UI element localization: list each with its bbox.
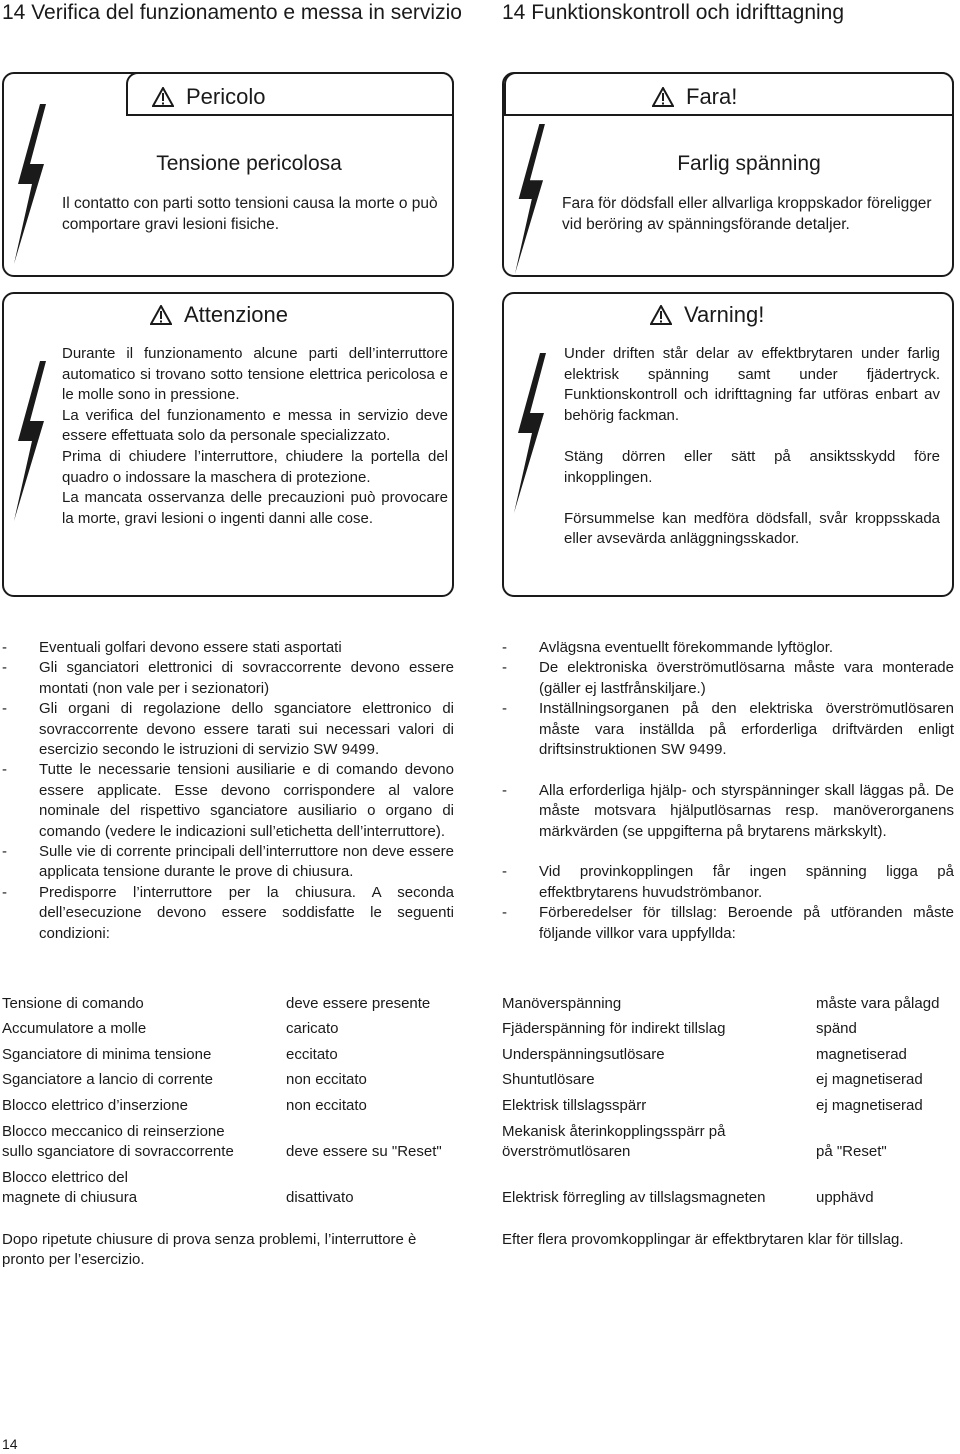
table-row xyxy=(2,1090,456,1116)
danger-title-sv: Farlig spänning xyxy=(677,152,821,175)
list-item: - Förberedelser för tillslag: Beroende på utföranden måste följande villkor vara uppfyllda: xyxy=(502,904,954,942)
condition-state: deve essere su "Reset" xyxy=(286,1142,442,1160)
caution-header-sv xyxy=(650,302,764,328)
list-item: - De elektroniska överströmutlösarna måste vara monterade (gäller ej lastfrånskiljare.) xyxy=(502,659,954,697)
danger-title-it: Tensione pericolosa xyxy=(156,152,342,175)
section-title-it: 14 Verifica del funzionamento e messa in servizio xyxy=(2,1,462,24)
condition-state: spänd xyxy=(816,1020,857,1038)
list-item-text: Inställningsorganen på den elektriska överströmutlösaren måste vara inställda på erforderliga driftvärden enligt driftsinstruktionen SW 9499. xyxy=(539,700,954,759)
danger-label-it: Pericolo xyxy=(186,84,266,109)
table-row xyxy=(502,1014,956,1040)
condition-item: Shuntutlösare xyxy=(502,1071,595,1089)
caution-paragraph: Stäng dörren eller sätt på ansiktsskydd före inkopplingen. xyxy=(564,447,940,486)
warning-triangle-icon xyxy=(152,87,174,107)
caution-paragraph: Under driften står delar av effektbrytaren under farlig elektrisk spänning samt under fjädertryck. Funktionskontroll och idrifttagning far utföras enbart av behörig fackman. xyxy=(564,345,940,424)
table-row xyxy=(2,1162,456,1208)
danger-label-sv: Fara! xyxy=(686,84,738,109)
section-title-sv: 14 Funktionskontroll och idrifttagning xyxy=(502,1,845,24)
condition-state: caricato xyxy=(286,1020,339,1038)
warning-triangle-icon xyxy=(650,305,672,325)
condition-state: non eccitato xyxy=(286,1096,367,1114)
condition-item: Blocco elettrico d’inserzione xyxy=(2,1096,188,1114)
list-item-text: Alla erforderliga hjälp- och styrspänninger skall läggas på. De måste motsvara hjälputlösarnas resp. manöverorganens märkvärden (se uppgifterna på brytarens märkskylt). xyxy=(539,781,954,840)
condition-state: upphävd xyxy=(816,1188,874,1206)
table-row xyxy=(502,1090,956,1116)
list-item-text: De elektroniska överströmutlösarna måste vara monterade (gäller ej lastfrånskiljare.) xyxy=(539,659,954,697)
caution-text-it xyxy=(62,344,448,529)
table-row xyxy=(2,1116,456,1162)
list-item: - Predisporre l’interruttore per la chiusura. A seconda dell’esecuzione devono essere soddisfatte le seguenti condizioni: xyxy=(2,883,454,942)
condition-item: Underspänningsutlösare xyxy=(502,1045,665,1063)
condition-item: Elektrisk tillslagsspärr xyxy=(502,1096,647,1114)
table-row xyxy=(2,988,456,1014)
condition-item: Tensione di comando xyxy=(2,994,144,1012)
condition-item: Accumulatore a molle xyxy=(2,1020,147,1038)
list-item: - Gli organi di regolazione dello sganciatore elettronico di sovraccorrente devono essere tarati sui necessari valori di esercizio secondo le istruzioni di servizio SW 9499. xyxy=(2,700,454,759)
condition-state: måste vara pålagd xyxy=(816,994,940,1012)
list-item-text: Vid provinkopplingen får ingen spänning ligga på effektbrytarens huvudströmbanor. xyxy=(539,863,954,901)
list-item: - Tutte le necessarie tensioni ausiliarie e di comando devono essere applicate. Esse devono corrispondere al valore nominale del rispettivo sganciatore ausiliario o organo di comando (vedere le indicazioni sull’etichetta dell’interruttore). xyxy=(2,761,454,840)
list-item-text: Tutte le necessarie tensioni ausiliarie e di comando devono essere applicate. Esse devono corrispondere al valore nominale del rispettivo sganciatore ausiliario o organo di comando (vedere le indicazioni sull’etichetta dell’interruttore). xyxy=(39,761,454,840)
caution-label-it: Attenzione xyxy=(184,302,288,327)
condition-item: Manöverspänning xyxy=(502,994,622,1012)
checklist-sv xyxy=(502,638,954,944)
danger-text-sv: Fara för dödsfall eller allvarliga kroppskador föreligger vid beröring av spänningsförande detaljer. xyxy=(562,195,932,233)
list-item: - Sulle vie di corrente principali dell’interruttore non deve essere applicata tensione durante le prove di chiusura. xyxy=(2,843,454,881)
table-row xyxy=(2,1014,456,1040)
conditions-table-sv xyxy=(502,988,956,1208)
caution-paragraph: La mancata osservanza delle precauzioni può provocare la morte, gravi lesioni o ingenti danni alle cose. xyxy=(62,489,448,527)
condition-state: deve essere presente xyxy=(286,994,431,1012)
list-item: - Inställningsorganen på den elektriska överströmutlösaren måste vara inställda på erforderliga driftvärden enligt driftsinstruktionen SW 9499. xyxy=(502,700,954,759)
list-item: - Eventuali golfari devono essere stati asportati xyxy=(2,639,342,656)
list-item: - Vid provinkopplingen får ingen spänning ligga på effektbrytarens huvudströmbanor. xyxy=(502,863,954,901)
caution-paragraph: Försummelse kan medföra dödsfall, svår kroppsskada eller avsevärda anläggningsskador. xyxy=(564,509,940,548)
condition-state: ej magnetiserad xyxy=(816,1096,923,1114)
list-item-text: Gli sganciatori elettronici di sovraccorrente devono essere montati (non vale per i sezionatori) xyxy=(39,659,454,697)
condition-item: Mekanisk återinkopplingsspärr på överströmutlösaren xyxy=(502,1122,726,1160)
table-row xyxy=(502,1162,956,1208)
condition-state: disattivato xyxy=(286,1188,354,1206)
warning-triangle-icon xyxy=(652,87,674,107)
lightning-bolt-icon xyxy=(10,104,48,264)
danger-box-it xyxy=(2,72,454,277)
caution-paragraph: Prima di chiudere l’interruttore, chiudere la portella del quadro o indossare la maschera di protezione. xyxy=(62,447,448,486)
caution-label-sv: Varning! xyxy=(684,302,765,327)
warning-triangle-icon xyxy=(150,305,172,325)
list-item-text: Gli organi di regolazione dello sganciatore elettronico di sovraccorrente devono essere tarati sui necessari valori di esercizio secondo le istruzioni di servizio SW 9499. xyxy=(39,700,454,759)
table-row xyxy=(502,1116,956,1162)
condition-item: Blocco elettrico del magnete di chiusura xyxy=(2,1168,138,1206)
condition-state: non eccitato xyxy=(286,1071,367,1089)
danger-header-it xyxy=(152,84,265,110)
caution-header-it xyxy=(150,302,288,328)
condition-item: Sganciatore a lancio di corrente xyxy=(2,1071,213,1089)
condition-item: Blocco meccanico di reinserzione sullo sganciatore di sovraccorrente xyxy=(2,1122,234,1160)
conditions-table-it xyxy=(2,988,456,1208)
lightning-bolt-icon xyxy=(510,350,548,516)
lightning-bolt-icon xyxy=(10,356,48,526)
condition-item: Fjäderspänning för indirekt tillslag xyxy=(502,1020,726,1038)
checklist-it xyxy=(2,638,454,944)
condition-state: magnetiserad xyxy=(816,1045,907,1063)
table-row xyxy=(502,1065,956,1091)
table-row xyxy=(502,1039,956,1065)
closing-text-sv: Efter flera provomkopplingar är effektbrytaren klar för tillslag. xyxy=(502,1231,904,1248)
list-item: - Alla erforderliga hjälp- och styrspänninger skall läggas på. De måste motsvara hjälputlösarnas resp. manöverorganens märkvärden (se uppgifterna på brytarens märkskylt). xyxy=(502,781,954,840)
condition-state: på "Reset" xyxy=(816,1142,887,1160)
condition-item: Sganciatore di minima tensione xyxy=(2,1045,212,1063)
table-row xyxy=(2,1039,456,1065)
danger-box-sv xyxy=(502,72,954,277)
list-item-text: Eventuali golfari devono essere stati asportati xyxy=(39,639,342,656)
closing-text-it: Dopo ripetute chiusure di prova senza problemi, l’interruttore è pronto per l’esercizio. xyxy=(2,1231,417,1268)
danger-text-it: Il contatto con parti sotto tensioni causa la morte o può comportare gravi lesioni fisiche. xyxy=(62,195,438,233)
lightning-bolt-icon xyxy=(510,124,548,274)
caution-box-it xyxy=(2,292,454,597)
list-item-text: Sulle vie di corrente principali dell’interruttore non deve essere applicata tensione durante le prove di chiusura. xyxy=(39,843,454,881)
list-item-text: Förberedelser för tillslag: Beroende på utföranden måste följande villkor vara uppfyllda: xyxy=(539,904,954,942)
table-row xyxy=(2,1065,456,1091)
condition-item: Elektrisk förregling av tillslagsmagneten xyxy=(502,1188,766,1206)
danger-header-sv xyxy=(652,84,737,110)
list-item-text: Avlägsna eventuellt förekommande lyftöglor. xyxy=(539,639,834,656)
list-item: - Gli sganciatori elettronici di sovraccorrente devono essere montati (non vale per i sezionatori) xyxy=(2,659,454,697)
table-row xyxy=(502,988,956,1014)
caution-box-sv xyxy=(502,292,954,597)
condition-state: ej magnetiserad xyxy=(816,1071,923,1089)
list-item-text: Predisporre l’interruttore per la chiusura. A seconda dell’esecuzione devono essere soddisfatte le seguenti condizioni: xyxy=(39,883,454,942)
caution-paragraph: La verifica del funzionamento e messa in servizio deve essere effettuata solo da personale specializzato. xyxy=(62,406,448,445)
caution-text-sv xyxy=(564,344,940,571)
condition-state: eccitato xyxy=(286,1045,338,1063)
page-number: 14 xyxy=(2,1436,18,1452)
caution-paragraph: Durante il funzionamento alcune parti dell’interruttore automatico si trovano sotto tensione elettrica pericolosa e le molle sono in pressione. xyxy=(62,345,448,404)
list-item: - Avlägsna eventuellt förekommande lyftöglor. xyxy=(502,639,834,656)
